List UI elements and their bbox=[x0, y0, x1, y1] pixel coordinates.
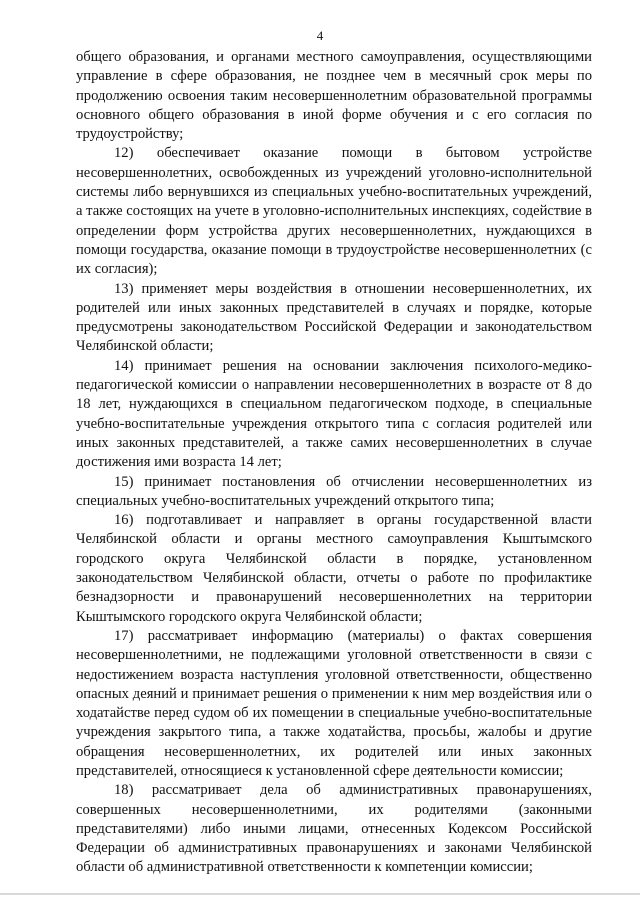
paragraph-item-17: 17) рассматривает информацию (материалы) о фактах совершения несовершеннолетними, не подлежащими уголовной ответственности в связи с недостижением возраста наступления уголовной ответственности, общественно опасных деяний и принимает решения о применении к ним мер воздействия или о ходатайстве перед судом об их помещении в специальные учебно-воспитательные учреждения закрытого типа, а также ходатайства, просьбы, жалобы и другие обращения несовершеннолетних, их родителей или иных законных представителей, относящиеся к установленной сфере деятельности комиссии; bbox=[76, 627, 592, 779]
paragraph-item-12: 12) обеспечивает оказание помощи в бытовом устройстве несовершеннолетних, освобожденных из учреждений уголовно-исполнительной системы либо вернувшихся из специальных учебно-воспитательных учреждений, а также состоящих на учете в уголовно-исполнительных инспекциях, содействие в определении форм устройства других несовершеннолетних, нуждающихся в помощи государства, оказание помощи в трудоустройстве несовершеннолетних (с их согласия); bbox=[76, 145, 592, 278]
paragraph-item-14: 14) принимает решения на основании заключения психолого-медико-педагогической комиссии о направлении несовершеннолетних в возрасте от 8 до 18 лет, нуждающихся в специальном педагогическом подходе, в специальные учебно-воспитательные учреждения открытого типа с согласия родителей или иных законных представителей, а также самих несовершеннолетних в случае достижения ими возраста 14 лет; bbox=[76, 357, 592, 471]
bottom-scan-edge bbox=[0, 893, 640, 895]
paragraph-item-15: 15) принимает постановления об отчислении несовершеннолетних из специальных учебно-воспитательных учреждений открытого типа; bbox=[76, 473, 592, 509]
paragraph-continuation: общего образования, и органами местного самоуправления, осуществляющими управление в сфере образования, не позднее чем в месячный срок меры по продолжению освоения таким несовершеннолетним образовательной программы основного общего образования в иной форме обучения и с его согласия по трудоустройству; bbox=[76, 49, 592, 143]
paragraph-item-16: 16) подготавливает и направляет в органы государственной власти Челябинской области и органы местного самоуправления Кыштымского городского округа Челябинской области в порядке, установленном законодательством Челябинской области, отчеты о работе по профилактике безнадзорности и правонарушений несовершеннолетних на территории Кыштымского городского округа Челябинской области; bbox=[76, 512, 592, 625]
paragraph-item-13: 13) применяет меры воздействия в отношении несовершеннолетних, их родителей или иных законных представителей в случаях и порядке, которые предусмотрены законодательством Российской Федерации и законодательством Челябинской области; bbox=[76, 280, 592, 355]
document-body bbox=[76, 48, 592, 878]
page-number: 4 bbox=[316, 28, 324, 43]
paragraph-item-18: 18) рассматривает дела об административных правонарушениях, совершенных несовершеннолетними, их родителями (законными представителями) либо иными лицами, отнесенных Кодексом Российской Федерации об административных правонарушениях и законами Челябинской области об административной ответственности к компетенции комиссии; bbox=[76, 782, 592, 876]
